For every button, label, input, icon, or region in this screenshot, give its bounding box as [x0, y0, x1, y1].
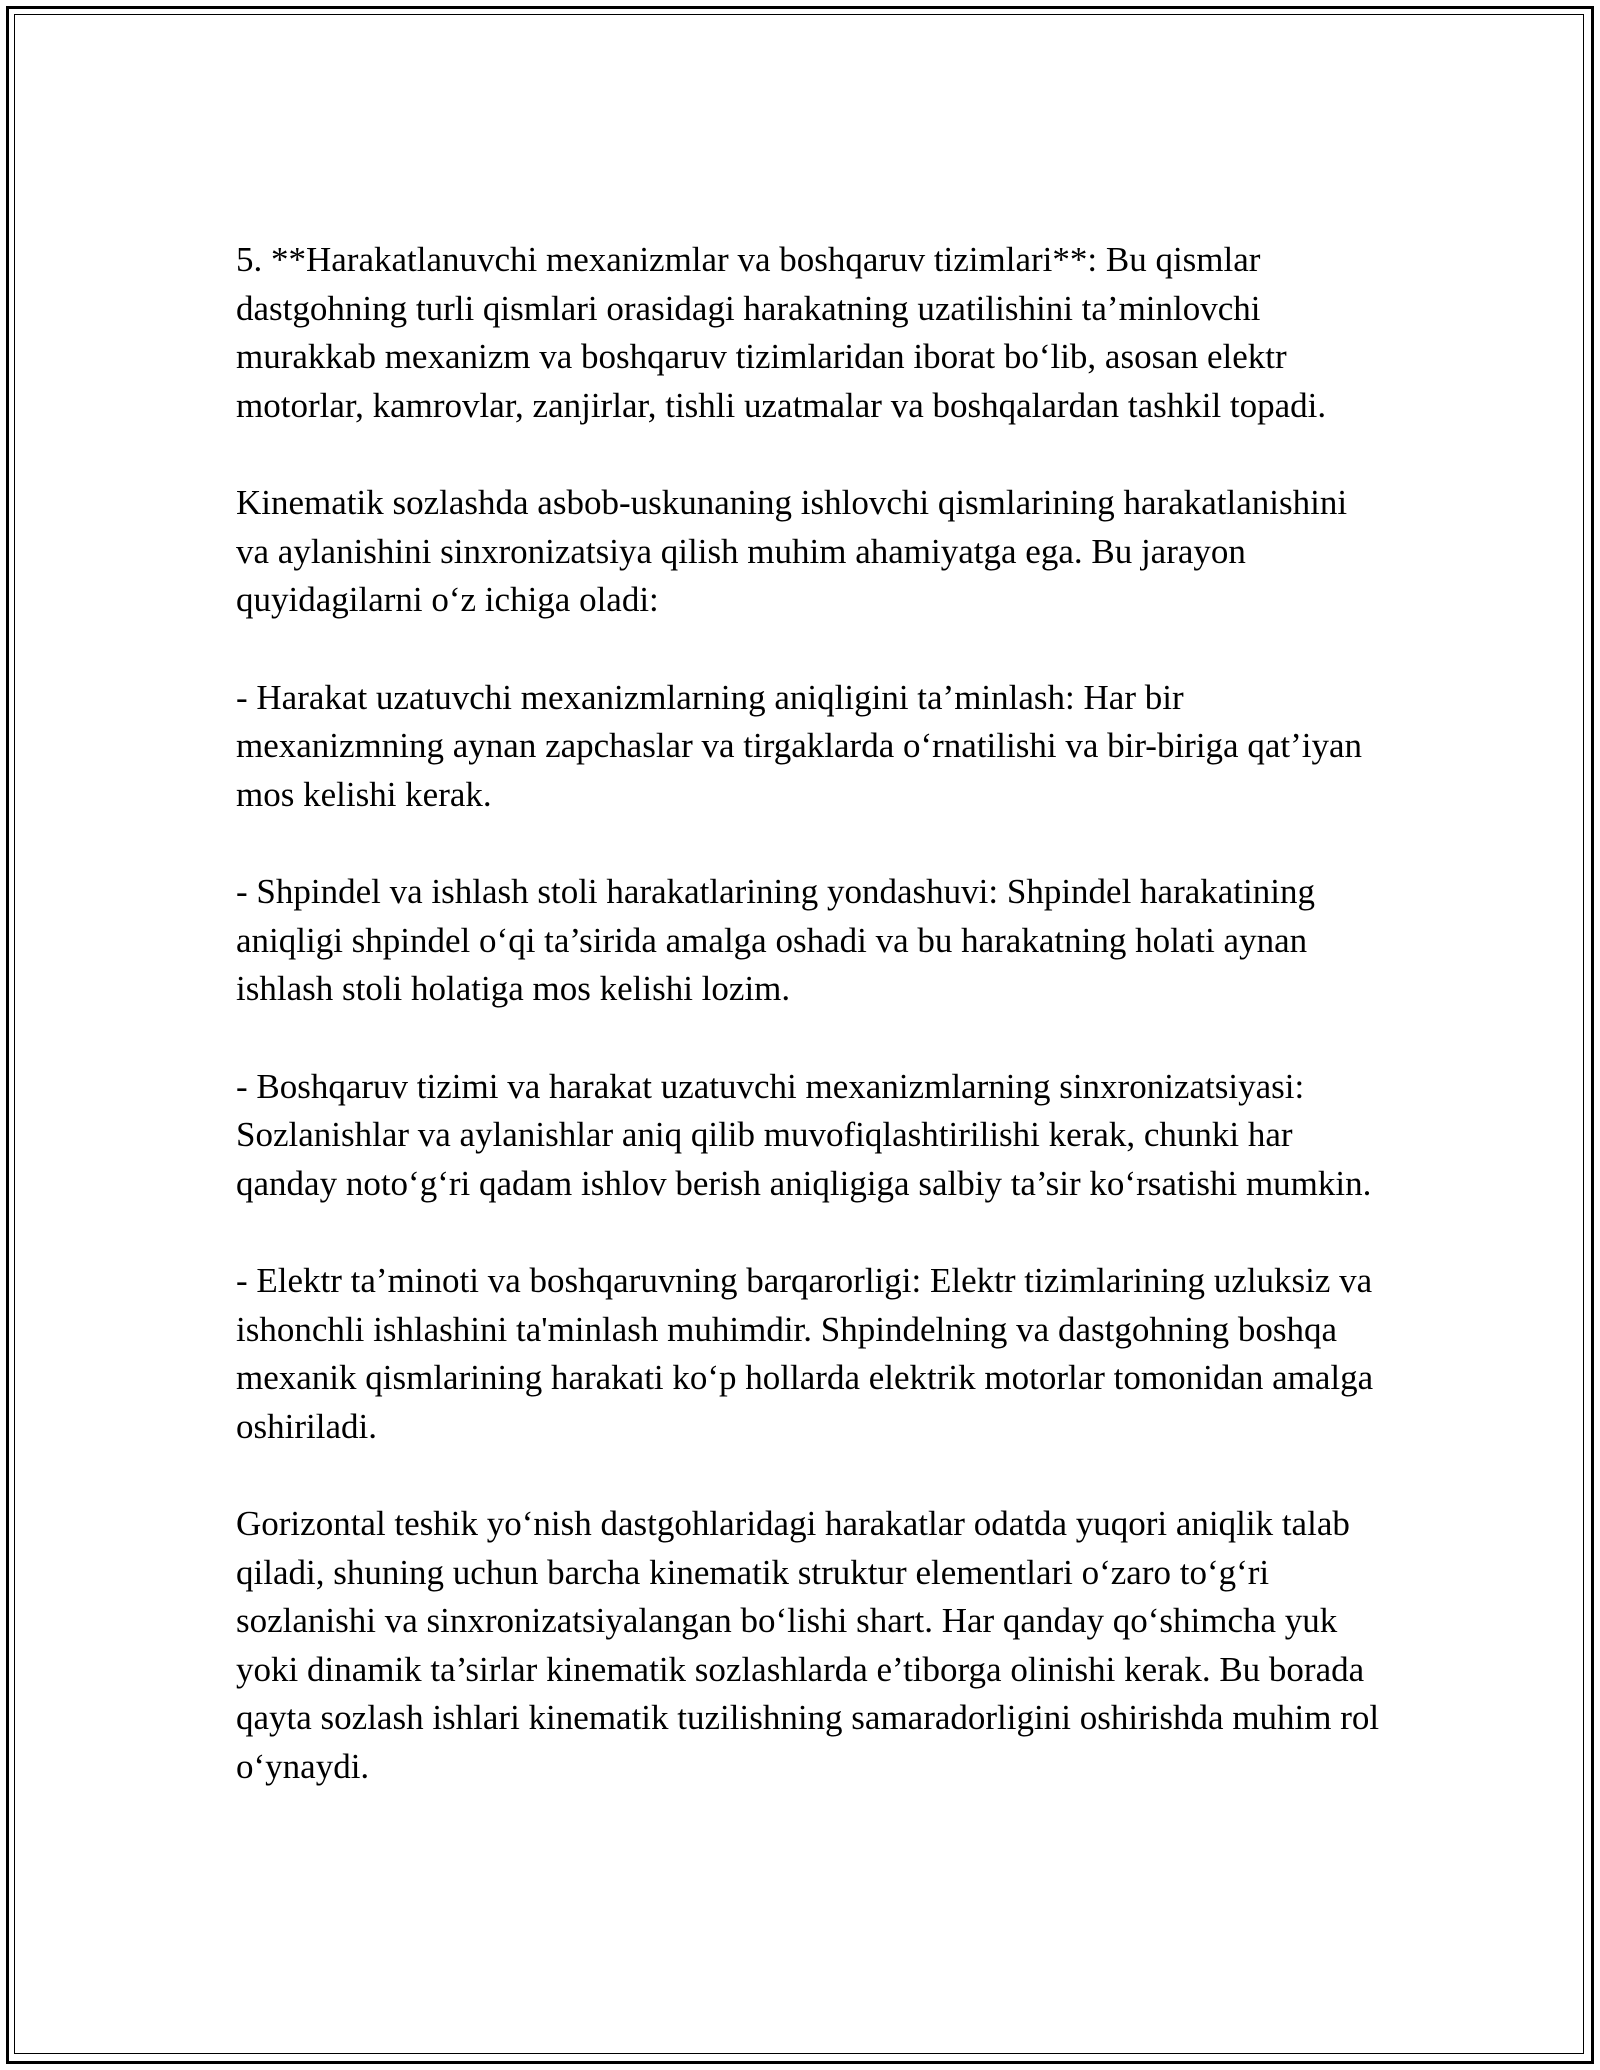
paragraph-conclusion: Gorizontal teshik yo‘nish dastgohlaridagi harakatlar odatda yuqori aniqlik talab qiladi, shuning uchun barcha kinematik struktur elementlari o‘zaro to‘g‘ri sozlanishi va sinxronizatsiyalangan bo‘lishi shart. Har qanday qo‘shimcha yuk yoki dinamik ta’sirlar kinematik sozlashlarda e’tiborga olinishi kerak. Bu borada qayta sozlash ishlari kinematik tuzilishning samaradorligini oshirishda muhim rol o‘ynaydi. — [236, 1504, 1380, 1786]
list-item-precision: - Harakat uzatuvchi mexanizmlarning aniqligini ta’minlash: Har bir mexanizmning aynan zapchaslar va tirgaklarda o‘rnatilishi va bir-biriga qat’iyan mos kelishi kerak. — [236, 677, 1362, 814]
list-item-control-sync: - Boshqaruv tizimi va harakat uzatuvchi mexanizmlarning sinxronizatsiyasi: Sozlanishlar va aylanishlar aniq qilib muvofiqlashtirilishi kerak, chunki har qanday noto‘g‘ri qadam ishlov berish aniqligiga salbiy ta’sir ko‘rsatishi mumkin. — [236, 1066, 1372, 1203]
document-body — [236, 236, 1386, 1840]
paragraph-mechanisms: 5. **Harakatlanuvchi mexanizmlar va boshqaruv tizimlari**: Bu qismlar dastgohning turli qismlari orasidagi harakatning uzatilishini ta’minlovchi murakkab mexanizm va boshqaruv tizimlaridan iborat bo‘lib, asosan elektr motorlar, kamrovlar, zanjirlar, tishli uzatmalar va boshqalardan tashkil topadi. — [236, 240, 1327, 425]
paragraph-kinematic-intro: Kinematik sozlashda asbob-uskunaning ishlovchi qismlarining harakatlanishini va aylanishini sinxronizatsiya qilish muhim ahamiyatga ega. Bu jarayon quyidagilarni o‘z ichiga oladi: — [236, 483, 1348, 619]
list-item-spindle-table: - Shpindel va ishlash stoli harakatlarining yondashuvi: Shpindel harakatining aniqligi shpindel o‘qi ta’sirida amalga oshadi va bu harakatning holati aynan ishlash stoli holatiga mos kelishi lozim. — [236, 872, 1315, 1008]
list-item-power-stability: - Elektr ta’minoti va boshqaruvning barqarorligi: Elektr tizimlarining uzluksiz va ishonchli ishlashini ta'minlash muhimdir. Shpindelning va dastgohning boshqa mexanik qismlarining harakati ko‘p hollarda elektrik motorlar tomonidan amalga oshiriladi. — [236, 1261, 1374, 1446]
